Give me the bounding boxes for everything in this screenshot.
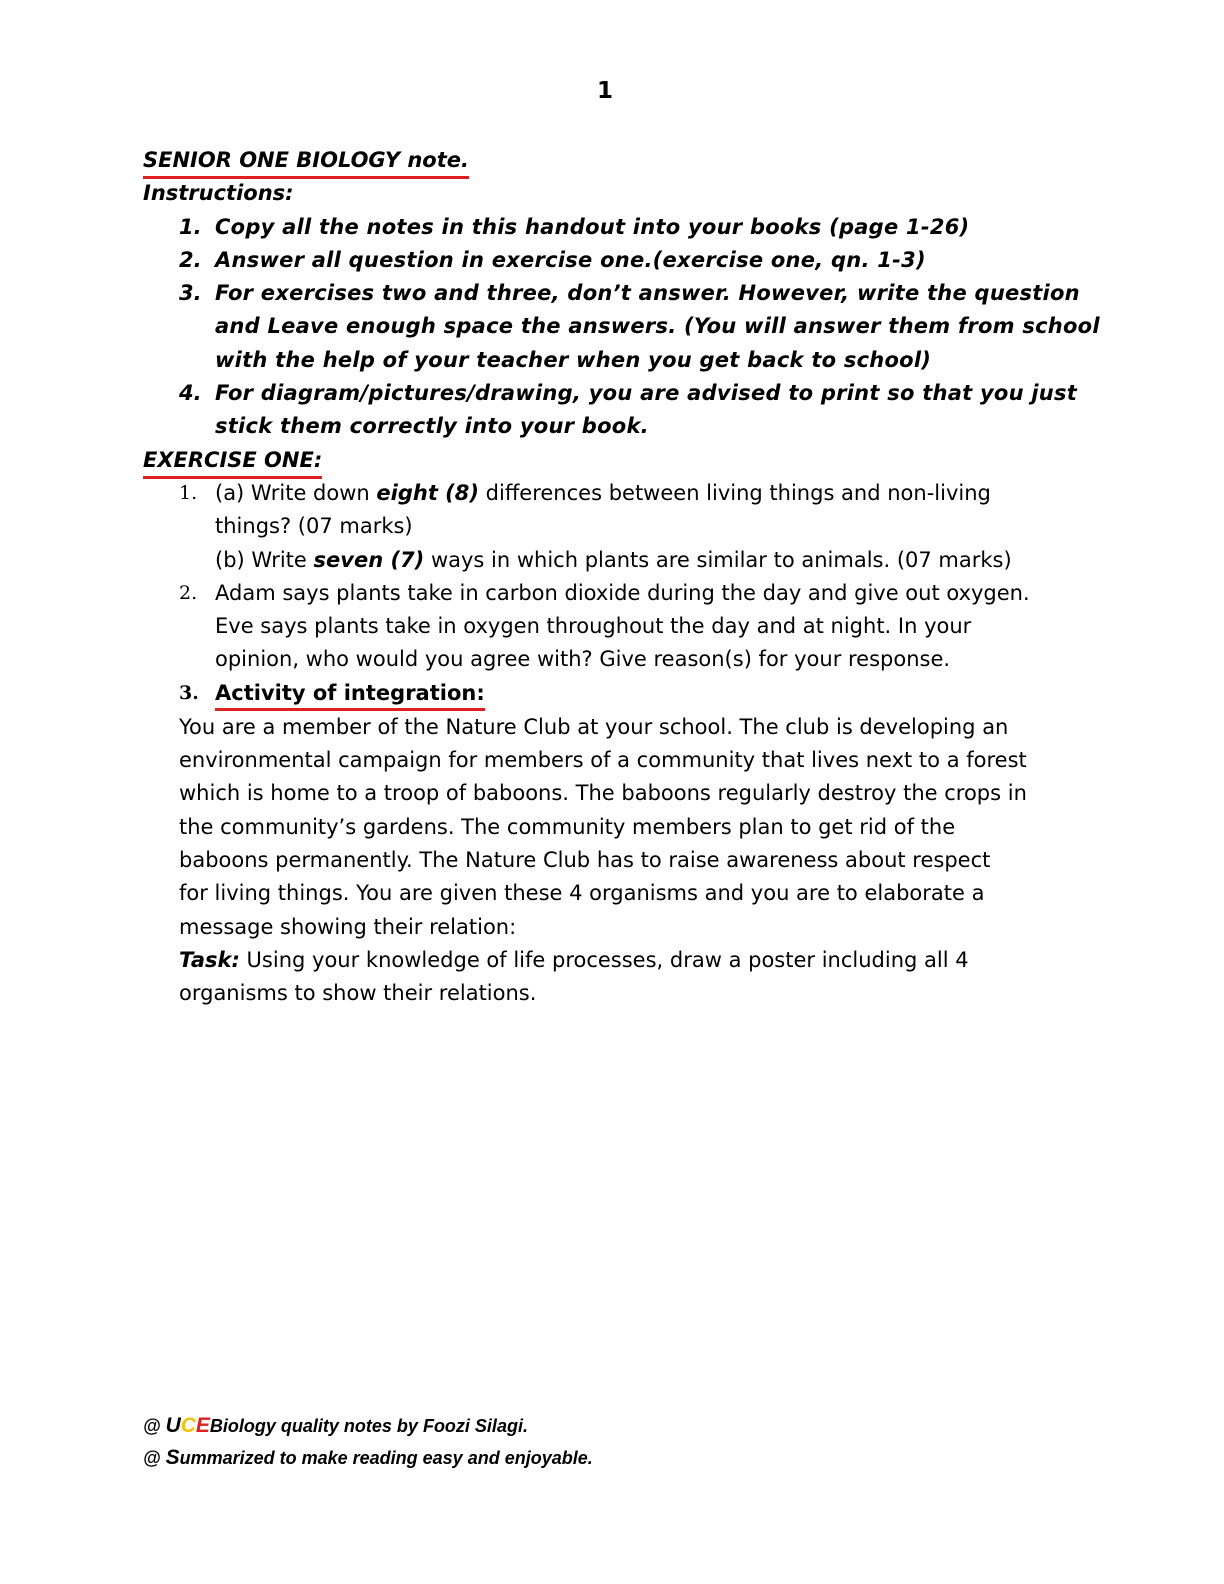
q1a-emphasis: eight (8) (376, 480, 479, 505)
paragraph-line: environmental campaign for members of a community that lives next to a forest (179, 748, 1027, 773)
logo-letter-e: E (195, 1414, 210, 1437)
question-3 (143, 677, 1083, 711)
paragraph-line: message showing their relation: (179, 914, 517, 939)
instruction-number: 3. (179, 281, 202, 306)
activity-title-row (215, 677, 1083, 711)
instruction-line: stick them correctly into your book. (215, 414, 649, 439)
page-title: SENIOR ONE BIOLOGY note. (143, 146, 469, 179)
instructions-list (143, 211, 1100, 444)
q1a-suffix: differences between living things and non-living (478, 480, 991, 505)
instruction-line: with the help of your teacher when you get back to school) (215, 347, 932, 372)
instruction-line: Answer all question in exercise one.(exercise one, qn. 1-3) (215, 247, 926, 272)
paragraph-line: You are a member of the Nature Club at your school. The club is developing an (179, 714, 1009, 739)
question-1 (143, 477, 1083, 577)
question-2-line: Eve says plants take in oxygen throughout the day and at night. In your (215, 614, 972, 639)
paragraph-line: the community’s gardens. The community members plan to get rid of the (179, 814, 956, 839)
main-content (143, 144, 1100, 1010)
q1a-prefix: (a) Write down (215, 480, 377, 505)
activity-paragraph (143, 711, 1083, 1011)
exercise-heading-row (143, 444, 1083, 477)
task-line (179, 944, 1083, 977)
footer-initial-s: S (165, 1446, 180, 1469)
question-1a-line (215, 477, 1083, 510)
title-row (143, 144, 1083, 177)
instruction-item (143, 211, 1083, 244)
q1b-prefix: (b) Write (215, 547, 314, 572)
footer-credit: Biology quality notes by Foozi Silagi. (209, 1416, 528, 1436)
logo-letter-c: C (180, 1414, 196, 1437)
question-number: 3. (179, 681, 199, 704)
page-number: 1 (596, 78, 613, 104)
question-2-line: Adam says plants take in carbon dioxide during the day and give out oxygen. (215, 580, 1030, 605)
q1b-suffix: ways in which plants are similar to animals. (07 marks) (424, 547, 1012, 572)
activity-title: Activity of integration: (215, 680, 485, 711)
instruction-item (143, 244, 1083, 277)
exercise-heading: EXERCISE ONE: (143, 446, 322, 479)
instruction-item (143, 277, 1100, 377)
paragraph-line: for living things. You are given these 4 organisms and you are to elaborate a (179, 881, 985, 906)
logo-letter-u: U (165, 1414, 181, 1437)
footer-at: @ (143, 1416, 166, 1436)
instruction-line: Copy all the notes in this handout into your books (page 1-26) (215, 214, 970, 239)
task-line2: organisms to show their relations. (179, 981, 537, 1006)
instruction-number: 2. (179, 247, 202, 272)
exercise-list (143, 477, 1083, 1010)
question-2-line: opinion, who would you agree with? Give reason(s) for your response. (215, 647, 951, 672)
footer-line-1 (143, 1410, 593, 1442)
footer-at: @ (143, 1448, 166, 1468)
paragraph-line: baboons permanently. The Nature Club has to raise awareness about respect (179, 847, 991, 872)
task-label: Task: (179, 947, 240, 972)
question-1b-line (215, 544, 1083, 577)
instruction-line: For exercises two and three, don’t answer. However, write the question (215, 281, 1080, 306)
question-number: 1. (179, 481, 198, 504)
instruction-number: 1. (179, 214, 202, 239)
instructions-label: Instructions: (143, 181, 294, 206)
footer (143, 1410, 593, 1474)
question-2 (143, 577, 1083, 677)
instruction-item (143, 377, 1083, 444)
footer-line-2 (143, 1442, 593, 1474)
instruction-number: 4. (179, 381, 202, 406)
instruction-line: and Leave enough space the answers. (You will answer them from school (215, 314, 1100, 339)
paragraph-line: which is home to a troop of baboons. The baboons regularly destroy the crops in (179, 781, 1027, 806)
footer-tagline: ummarized to make reading easy and enjoyable. (179, 1448, 593, 1468)
question-number: 2. (179, 581, 198, 604)
instruction-line: For diagram/pictures/drawing, you are advised to print so that you just (215, 381, 1078, 406)
task-text: Using your knowledge of life processes, draw a poster including all 4 (239, 947, 969, 972)
question-1a-line2: things? (07 marks) (215, 514, 413, 539)
q1b-emphasis: seven (7) (313, 547, 425, 572)
